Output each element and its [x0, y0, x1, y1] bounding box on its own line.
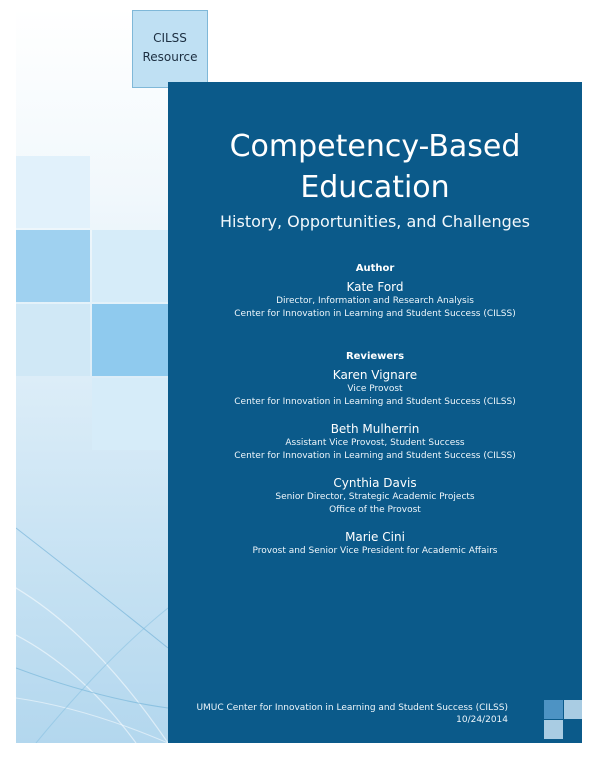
decorative-side-panel [16, 8, 168, 743]
badge-line-2: Resource [142, 50, 198, 64]
reviewer-name: Beth Mulherrin [330, 422, 420, 436]
reviewer-affiliation: Center for Innovation in Learning and Student Success (CILSS) [234, 451, 516, 461]
logo-square [544, 700, 563, 719]
author-heading: Author [355, 263, 395, 274]
reviewer [168, 475, 582, 517]
document-subtitle: History, Opportunities, and Challenges [220, 212, 530, 231]
footer-org: UMUC Center for Innovation in Learning and Student Success (CILSS) [196, 703, 508, 713]
author-section [168, 262, 582, 321]
reviewer-title: Senior Director, Strategic Academic Projects [275, 492, 475, 502]
reviewer [168, 367, 582, 409]
reviewer-affiliation: Office of the Provost [329, 505, 421, 515]
reviewer-title: Vice Provost [347, 384, 403, 394]
reviewer [168, 421, 582, 463]
logo-square [564, 700, 582, 719]
decorative-curves [16, 8, 168, 743]
title-block [168, 126, 582, 232]
author-title: Director, Information and Research Analysis [276, 296, 474, 306]
reviewer-title: Provost and Senior Vice President for Academic Affairs [252, 546, 498, 556]
logo-square [544, 720, 563, 739]
reviewer-title: Assistant Vice Provost, Student Success [285, 438, 465, 448]
badge-line-1: CILSS [153, 31, 187, 45]
reviewers-section [168, 350, 582, 558]
reviewer-name: Karen Vignare [332, 368, 418, 382]
footer-date: 10/24/2014 [456, 715, 508, 725]
author-name: Kate Ford [346, 280, 404, 294]
report-cover [16, 8, 582, 743]
cilss-resource-badge [132, 10, 208, 88]
author-affiliation: Center for Innovation in Learning and Student Success (CILSS) [234, 309, 516, 319]
title-panel [168, 82, 582, 743]
reviewer-affiliation: Center for Innovation in Learning and Student Success (CILSS) [234, 397, 516, 407]
footer [168, 702, 508, 726]
reviewer-name: Marie Cini [345, 530, 405, 544]
reviewer [168, 529, 582, 558]
reviewer-name: Cynthia Davis [333, 476, 417, 490]
cilss-logo-icon [544, 700, 582, 740]
document-title: Competency-Based Education [229, 129, 521, 205]
reviewers-heading: Reviewers [345, 351, 405, 362]
